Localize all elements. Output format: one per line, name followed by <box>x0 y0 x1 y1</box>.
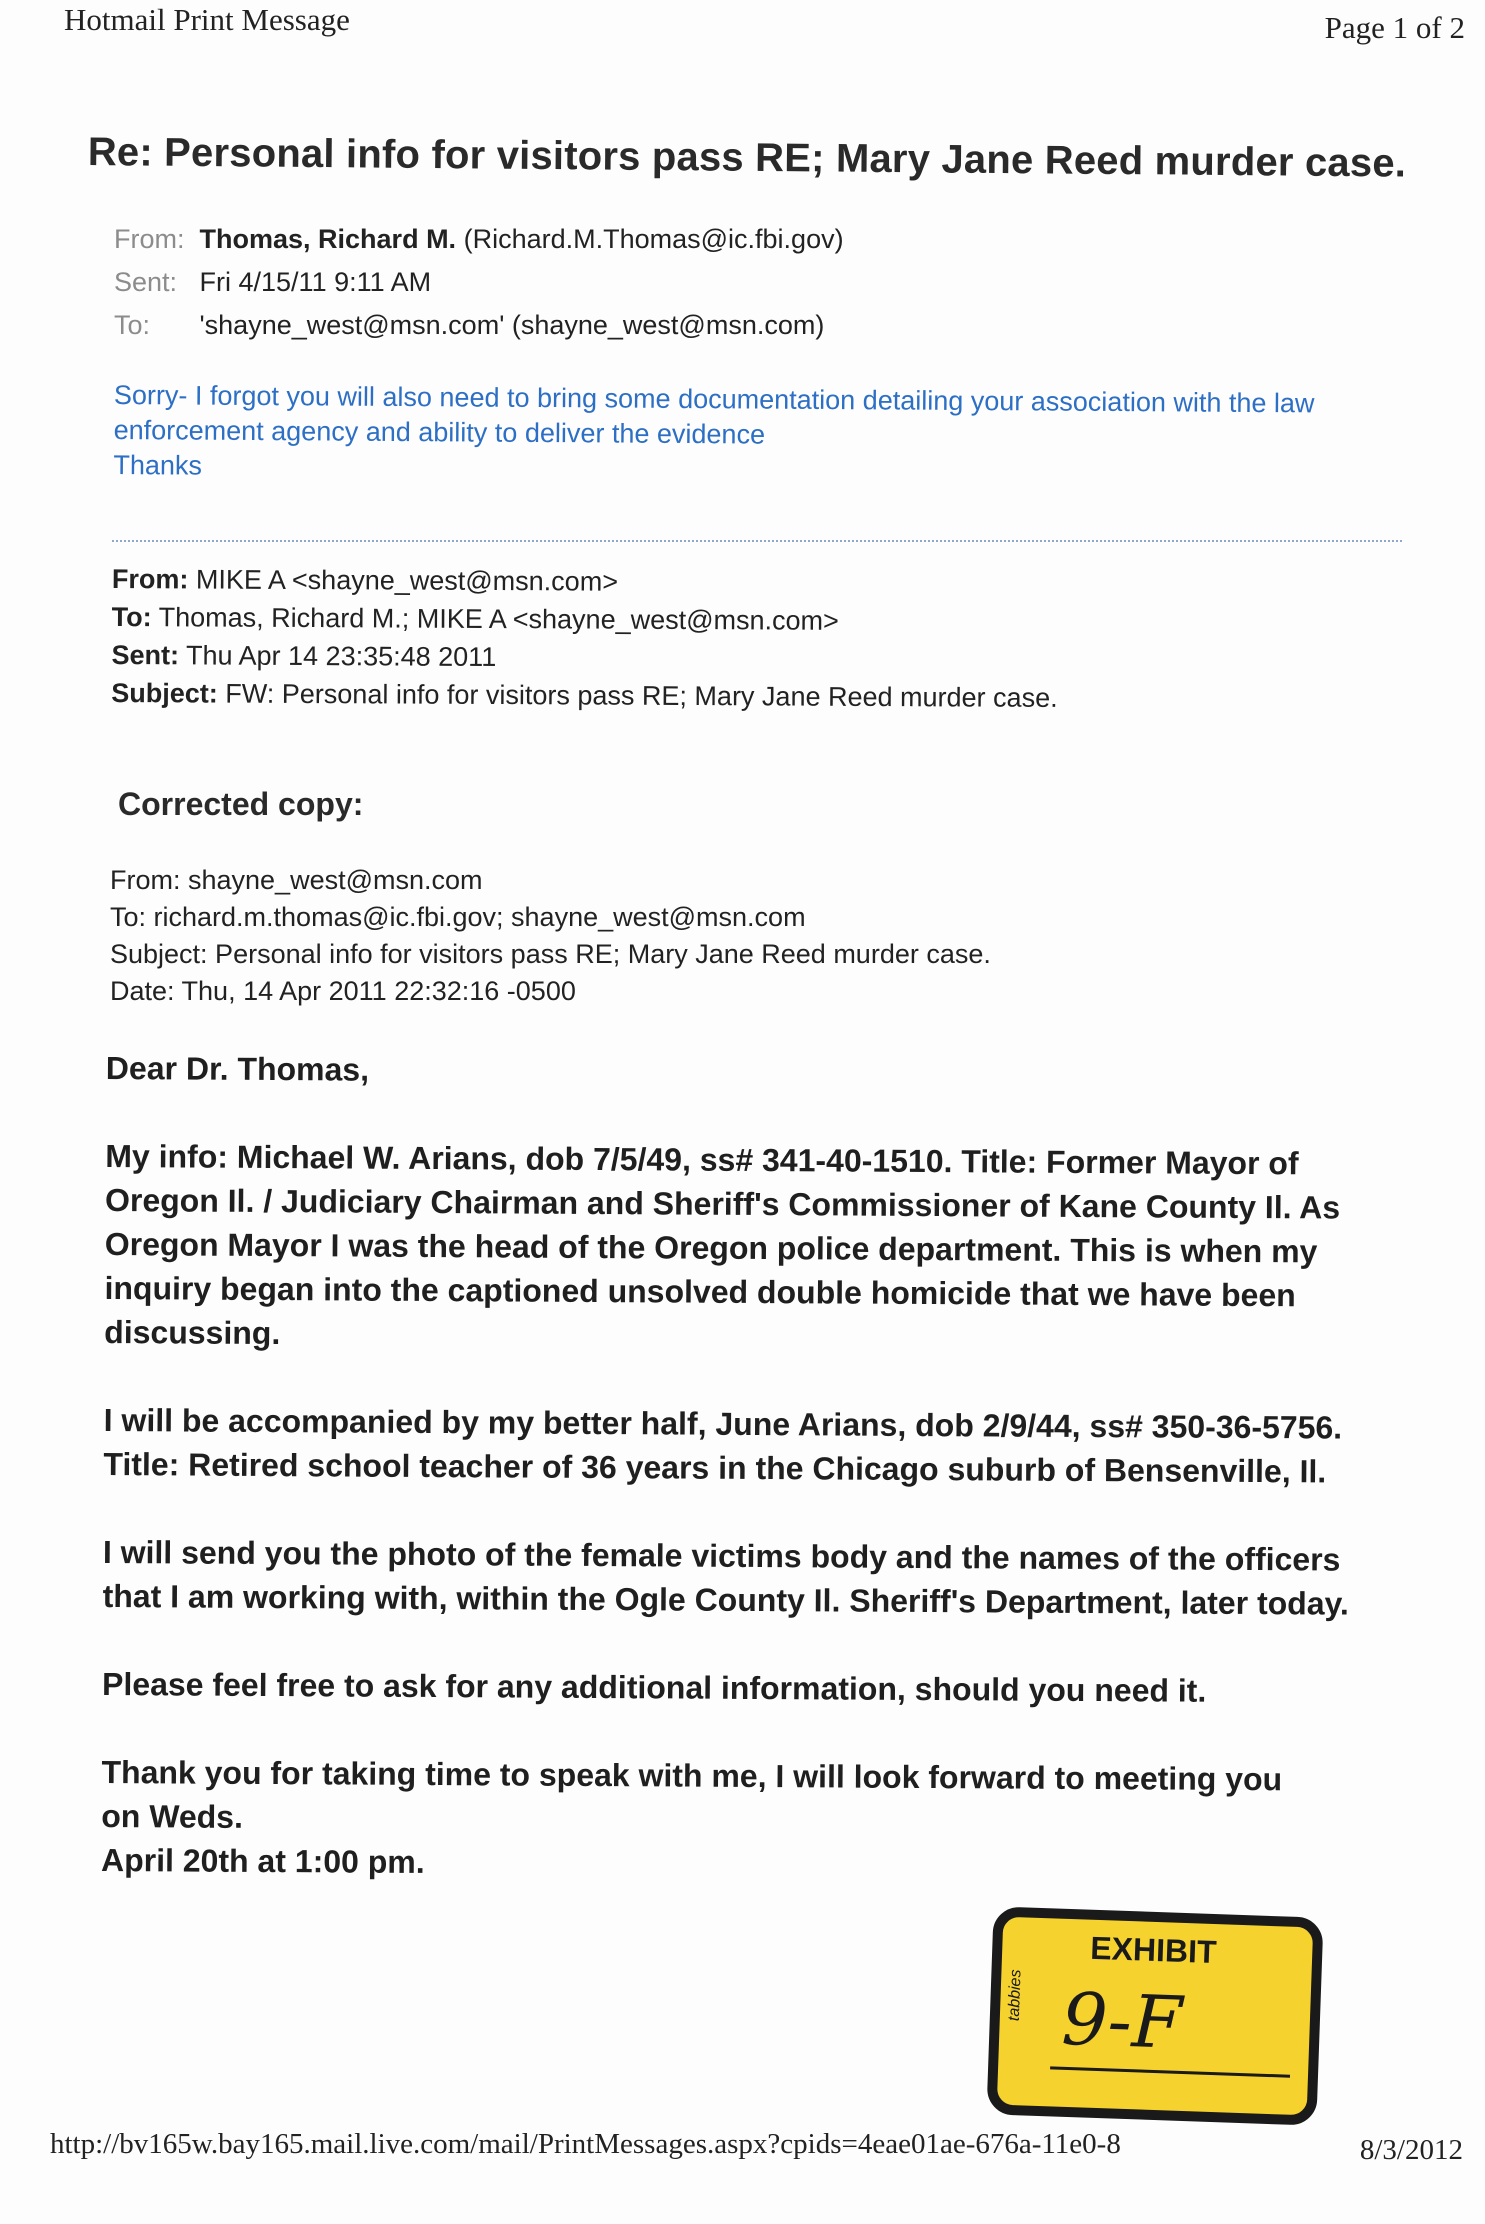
meta-from-label: From: <box>114 224 185 254</box>
fw-from-value: MIKE A <shayne_west@msn.com> <box>195 564 619 597</box>
reply-line-2: enforcement agency and ability to deliver the evidence <box>113 414 766 450</box>
letter-paragraph-5-line-2: on Weds. <box>101 1797 244 1835</box>
fw-to-label: To: <box>111 601 152 633</box>
exhibit-sticker <box>986 1906 1323 2125</box>
corrected-copy-heading: Corrected copy: <box>118 786 364 822</box>
meta-sent-label: Sent: <box>114 267 178 297</box>
meta-from-row <box>114 218 844 261</box>
fw-sent-row <box>111 636 1058 679</box>
inner-headers <box>110 862 991 1010</box>
letter-body <box>101 1046 1396 1890</box>
letter-paragraph-3: I will send you the photo of the female victims body and the names of the officers that I am working with, within the Ogle County Il. Sheriff's Department, later today. <box>102 1533 1349 1622</box>
meta-to-value: 'shayne_west@msn.com' (shayne_west@msn.com) <box>199 310 825 340</box>
message-divider <box>112 540 1402 542</box>
letter-paragraph-5-line-3: April 20th at 1:00 pm. <box>100 1841 425 1880</box>
reply-signoff: Thanks <box>113 449 203 481</box>
fw-to-value: Thomas, Richard M.; MIKE A <shayne_west@msn.com> <box>158 602 839 636</box>
exhibit-brand: tabbies <box>1005 1969 1025 2022</box>
inner-to: To: richard.m.thomas@ic.fbi.gov; shayne_west@msn.com <box>110 902 806 932</box>
fw-subject-label: Subject: <box>111 677 218 709</box>
meta-sent-value: Fri 4/15/11 9:11 AM <box>199 267 432 297</box>
fw-sent-label: Sent: <box>111 639 180 671</box>
inner-from: From: shayne_west@msn.com <box>110 865 483 895</box>
reply-line-1: Sorry- I forgot you will also need to bring some documentation detailing your association with the law <box>113 379 1315 419</box>
meta-from-email: (Richard.M.Thomas@ic.fbi.gov) <box>463 224 844 254</box>
exhibit-underline <box>1050 2066 1290 2077</box>
print-footer-date: 8/3/2012 <box>1359 2134 1463 2166</box>
page-number: Page 1 of 2 <box>1324 10 1465 45</box>
email-subject-title: Re: Personal info for visitors pass RE; Mary Jane Reed murder case. <box>87 130 1407 186</box>
letter-paragraph-1: My info: Michael W. Arians, dob 7/5/49, ss# 341-40-1510. Title: Former Mayor of Oregon Il. / Judiciary Chairman and Sheriff's Commissioner of Kane County Il. As Oregon Mayor I was the head of the Oregon police department. This is when my inquiry began into the captioned unsolved double homicide that we have been discussing. <box>104 1137 1341 1352</box>
meta-to-label: To: <box>114 310 151 340</box>
fw-subject-row <box>111 674 1058 717</box>
message-meta <box>114 218 844 347</box>
letter-paragraph-4: Please feel free to ask for any additional information, should you need it. <box>101 1665 1207 1709</box>
letter-paragraph-5-line-1: Thank you for taking time to speak with me, I will look forward to meeting you <box>101 1753 1283 1798</box>
letter-salutation: Dear Dr. Thomas, <box>105 1049 370 1088</box>
fw-subject-value: FW: Personal info for visitors pass RE; Mary Jane Reed murder case. <box>225 678 1058 713</box>
reply-body <box>113 378 1374 492</box>
print-footer-url: http://bv165w.bay165.mail.live.com/mail/PrintMessages.aspx?cpids=4eae01ae-676a-11e0-8 <box>50 2128 1121 2160</box>
forwarded-headers <box>111 560 1058 717</box>
fw-from-row <box>112 560 1059 603</box>
letter-paragraph-2: I will be accompanied by my better half, June Arians, dob 2/9/44, ss# 350-36-5756. Title: Retired school teacher of 36 years in the Chicago suburb of Bensenville, Il. <box>103 1401 1343 1490</box>
meta-to-row <box>114 304 844 347</box>
fw-to-row <box>112 598 1059 641</box>
inner-subject: Subject: Personal info for visitors pass RE; Mary Jane Reed murder case. <box>110 939 991 969</box>
meta-sent-row <box>114 261 844 304</box>
exhibit-title: EXHIBIT <box>1089 1929 1218 1971</box>
meta-from-name: Thomas, Richard M. <box>199 224 457 254</box>
inner-date: Date: Thu, 14 Apr 2011 22:32:16 -0500 <box>110 976 576 1006</box>
fw-sent-value: Thu Apr 14 23:35:48 2011 <box>185 640 497 673</box>
exhibit-number: 9-F <box>1060 1976 1184 2065</box>
fw-from-label: From: <box>111 563 189 595</box>
print-header-title: Hotmail Print Message <box>64 2 350 37</box>
